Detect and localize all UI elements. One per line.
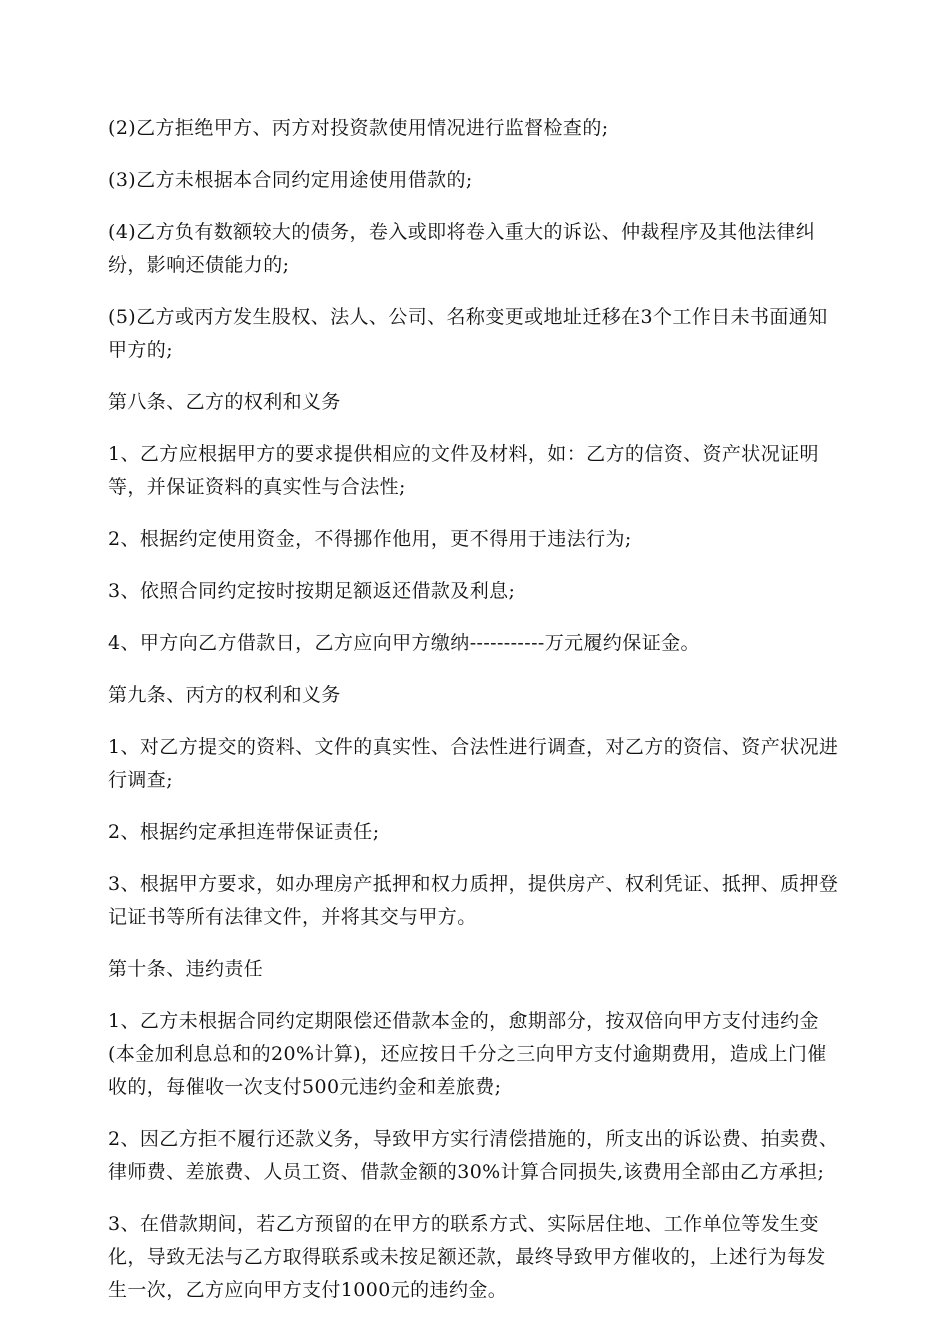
article-8-heading: 第八条、乙方的权利和义务: [108, 391, 341, 413]
article-10-heading: 第十条、违约责任: [108, 958, 264, 980]
article-10-item-3: 3、在借款期间，若乙方预留的在甲方的联系方式、实际居住地、工作单位等发生变化，导致无法与乙方取得联系或未按足额还款，最终导致甲方催收的，上述行为每发生一次，乙方应向甲方支付1000元的违约金。: [108, 1213, 826, 1301]
article-10-item-1: 1、乙方未根据合同约定期限偿还借款本金的，愈期部分，按双倍向甲方支付违约金(本金加利息总和的20%计算)，还应按日千分之三向甲方支付逾期费用，造成上门催收的，每催收一次支付500元违约金和差旅费;: [108, 1010, 827, 1098]
article-10-item-2: 2、因乙方拒不履行还款义务，导致甲方实行清偿措施的，所支出的诉讼费、拍卖费、律师费、差旅费、人员工资、借款金额的30%计算合同损失,该费用全部由乙方承担;: [108, 1128, 839, 1183]
article-8-item-2: 2、根据约定使用资金，不得挪作他用，更不得用于违法行为;: [108, 528, 632, 550]
article-9-item-1: 1、对乙方提交的资料、文件的真实性、合法性进行调查，对乙方的资信、资产状况进行调查;: [108, 736, 839, 791]
clause-item-3: (3)乙方未根据本合同约定用途使用借款的;: [108, 169, 473, 191]
article-9-item-2: 2、根据约定承担连带保证责任;: [108, 821, 380, 843]
clause-item-4: (4)乙方负有数额较大的债务，卷入或即将卷入重大的诉讼、仲裁程序及其他法律纠纷，影响还债能力的;: [108, 221, 816, 276]
article-9-item-3: 3、根据甲方要求，如办理房产抵押和权力质押，提供房产、权利凭证、抵押、质押登记证书等所有法律文件，并将其交与甲方。: [108, 873, 839, 928]
article-9-heading: 第九条、丙方的权利和义务: [108, 684, 341, 706]
clause-item-5: (5)乙方或丙方发生股权、法人、公司、名称变更或地址迁移在3个工作日未书面通知甲方的;: [108, 306, 828, 361]
article-8-item-1: 1、乙方应根据甲方的要求提供相应的文件及材料，如：乙方的信资、资产状况证明等，并保证资料的真实性与合法性;: [108, 443, 819, 498]
article-8-item-3: 3、依照合同约定按时按期足额返还借款及利息;: [108, 580, 516, 602]
clause-item-2: (2)乙方拒绝甲方、丙方对投资款使用情况进行监督检查的;: [108, 117, 609, 139]
article-8-item-4: 4、甲方向乙方借款日，乙方应向甲方缴纳-----------万元履约保证金。: [108, 632, 700, 654]
document-body: [108, 112, 843, 1326]
